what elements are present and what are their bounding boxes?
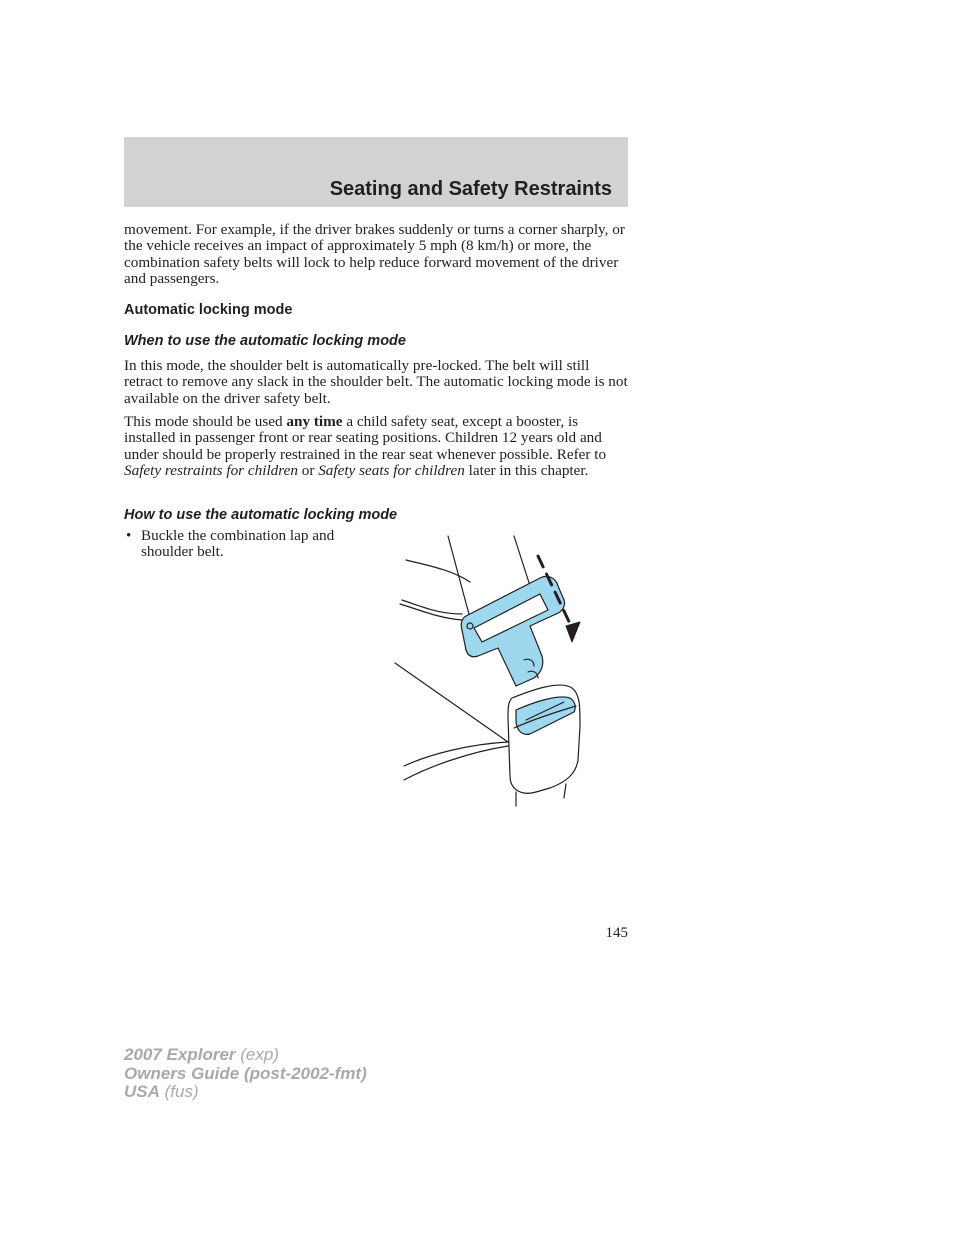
instruction-bullet <box>124 528 374 561</box>
footer-region: USA <box>124 1082 160 1101</box>
usage-paragraph <box>124 414 628 480</box>
bullet-text: Buckle the combination lap and shoulder belt. <box>141 527 335 561</box>
footer-line-2 <box>124 1065 367 1084</box>
page-number: 145 <box>605 925 628 941</box>
footer-region-code: (fus) <box>159 1082 199 1101</box>
when-to-use-heading: When to use the automatic locking mode <box>124 333 406 349</box>
when-to-use-paragraph: In this mode, the shoulder belt is automatically pre-locked. The belt will still retract to remove any slack in the shoulder belt. The automatic locking mode is not available on the driver safety belt. <box>124 357 628 407</box>
usage-bold-text: any time <box>286 413 343 430</box>
reference-link-safety-seats: Safety seats for children <box>318 462 465 480</box>
usage-text-1: This mode should be used <box>124 413 287 430</box>
bullet-icon: • <box>126 527 132 544</box>
usage-or: or <box>297 462 319 480</box>
reference-link-safety-restraints: Safety restraints for children <box>124 462 298 480</box>
usage-tail: later in this chapter. <box>464 462 589 480</box>
footer-model: 2007 Explorer <box>124 1045 236 1064</box>
footer-line-1 <box>124 1046 367 1065</box>
automatic-locking-heading: Automatic locking mode <box>124 302 293 318</box>
seat-belt-buckle-figure <box>390 530 600 808</box>
how-to-use-heading: How to use the automatic locking mode <box>124 507 398 523</box>
usage-text-2: a child safety seat, except a booster, is installed in passenger front or rear seating positions. Children 12 years old and under should be properly restrained in the rear seat whenever possible. Refer to <box>124 413 607 463</box>
intro-paragraph: movement. For example, if the driver brakes suddenly or turns a corner sharply, or the vehicle receives an impact of approximately 5 mph (8 km/h) or more, the combination safety belts will lock to help reduce forward movement of the driver and passengers. <box>124 221 625 288</box>
section-title: Seating and Safety Restraints <box>329 178 612 200</box>
seat-belt-buckle-illustration-icon <box>390 530 600 808</box>
document-footer <box>124 1046 367 1102</box>
footer-model-code: (exp) <box>235 1045 279 1064</box>
footer-line-3 <box>124 1083 367 1102</box>
footer-guide: Owners Guide (post-2002-fmt) <box>124 1063 367 1083</box>
section-header-band <box>124 137 628 207</box>
